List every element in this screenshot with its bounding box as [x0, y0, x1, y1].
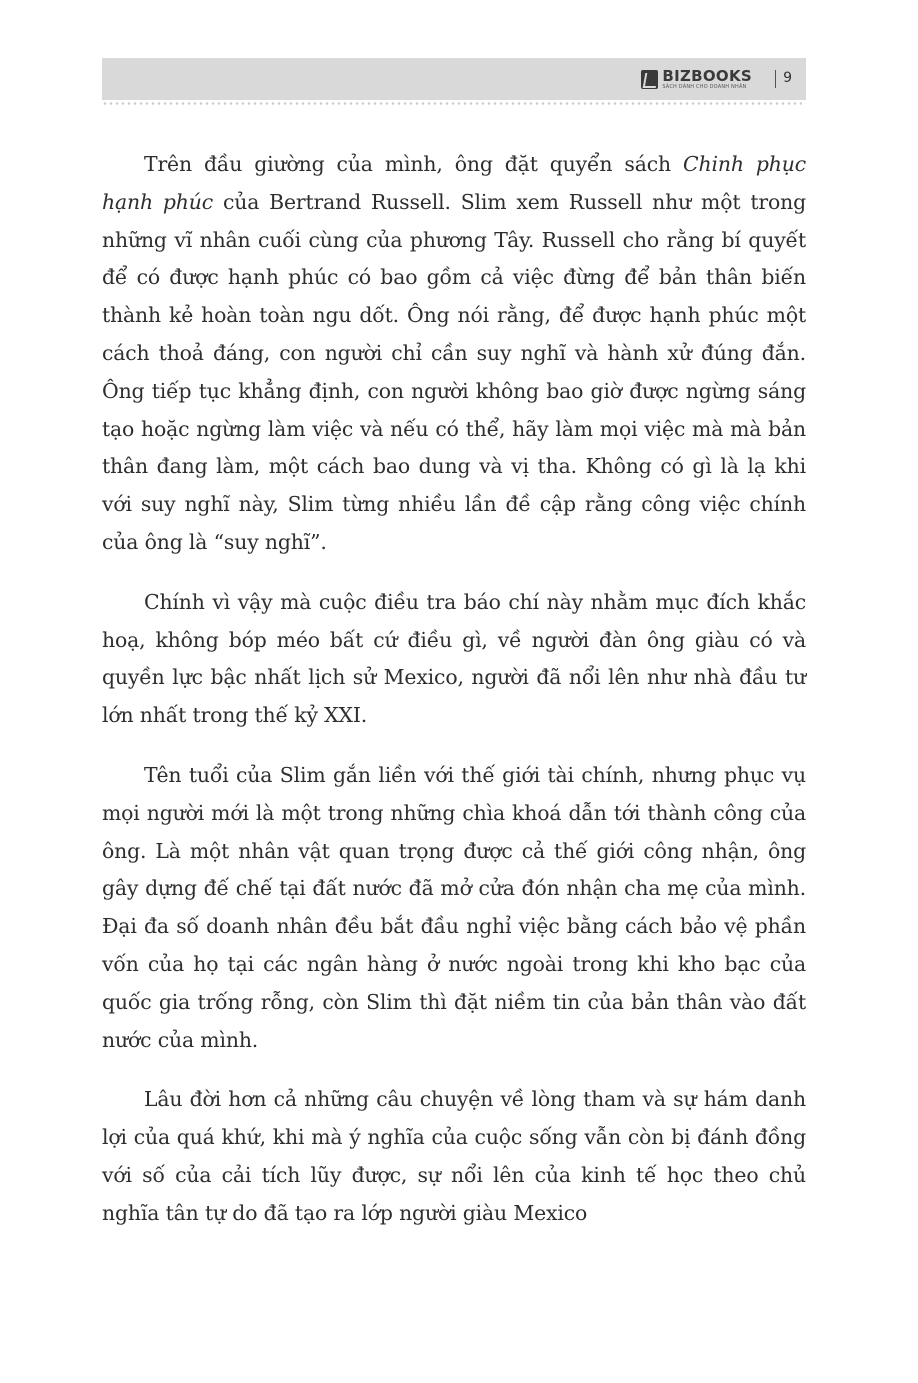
- brand-tagline: SÁCH DÀNH CHO DOANH NHÂN: [662, 83, 747, 90]
- page-number: 9: [783, 70, 792, 86]
- book-logo-icon: [641, 70, 658, 89]
- body-text: [102, 146, 806, 1255]
- paragraph-4: Lâu đời hơn cả những câu chuyện về lòng tham và sự hám danh lợi của quá khứ, khi mà ý nghĩa của cuộc sống vẫn còn bị đánh đồng với số của cải tích lũy được, sự nổi lên của kinh tế học theo chủ nghĩa tân tự do đã tạo ra lớp người giàu Mexico: [102, 1087, 806, 1225]
- brand-name: BIZBOOKS: [662, 66, 752, 85]
- book-title: Chinh phục hạnh phúc: [102, 152, 806, 214]
- paragraph-3: Tên tuổi của Slim gắn liền với thế giới tài chính, nhưng phục vụ mọi người mới là một trong những chìa khoá dẫn tới thành công của ông. Là một nhân vật quan trọng được cả thế giới công nhận, ông gây dựng đế chế tại đất nước đã mở cửa đón nhận cha mẹ của mình. Đại đa số doanh nhân đều bắt đầu nghỉ việc bằng cách bảo vệ phần vốn của họ tại các ngân hàng ở nước ngoài trong khi kho bạc của quốc gia trống rỗng, còn Slim thì đặt niềm tin của bản thân vào đất nước của mình.: [102, 762, 806, 1052]
- paragraph-1-lead: Trên đầu giường của mình, ông đặt quyển sách: [144, 152, 684, 176]
- page-number-divider: [775, 70, 776, 88]
- paragraph-1: [102, 146, 806, 562]
- paragraph-2: Chính vì vậy mà cuộc điều tra báo chí này nhằm mục đích khắc hoạ, không bóp méo bất cứ điều gì, về người đàn ông giàu có và quyền lực bậc nhất lịch sử Mexico, người đã nổi lên như nhà đầu tư lớn nhất trong thế kỷ XXI.: [102, 589, 806, 728]
- running-header: [102, 58, 806, 100]
- paragraph-1-rest: của Bertrand Russell. Slim xem Russell như một trong những vĩ nhân cuối cùng của phương Tây. Russell cho rằng bí quyết để có được hạnh phúc có bao gồm cả việc đừng để bản thân biến thành kẻ hoàn toàn ngu dốt. Ông nói rằng, để được hạnh phúc một cách thoả đáng, con người chỉ cần suy nghĩ và hành xử đúng đắn. Ông tiếp tục khẳng định, con người không bao giờ được ngừng sáng tạo hoặc ngừng làm việc và nếu có thể, hãy làm mọi việc mà mà bản thân đang làm, một cách bao dung và vị tha. Không có gì là lạ khi với suy nghĩ này, Slim từng nhiều lần đề cập rằng công việc chính của ông là “suy nghĩ”.: [102, 189, 806, 554]
- publisher-logo: [641, 66, 752, 92]
